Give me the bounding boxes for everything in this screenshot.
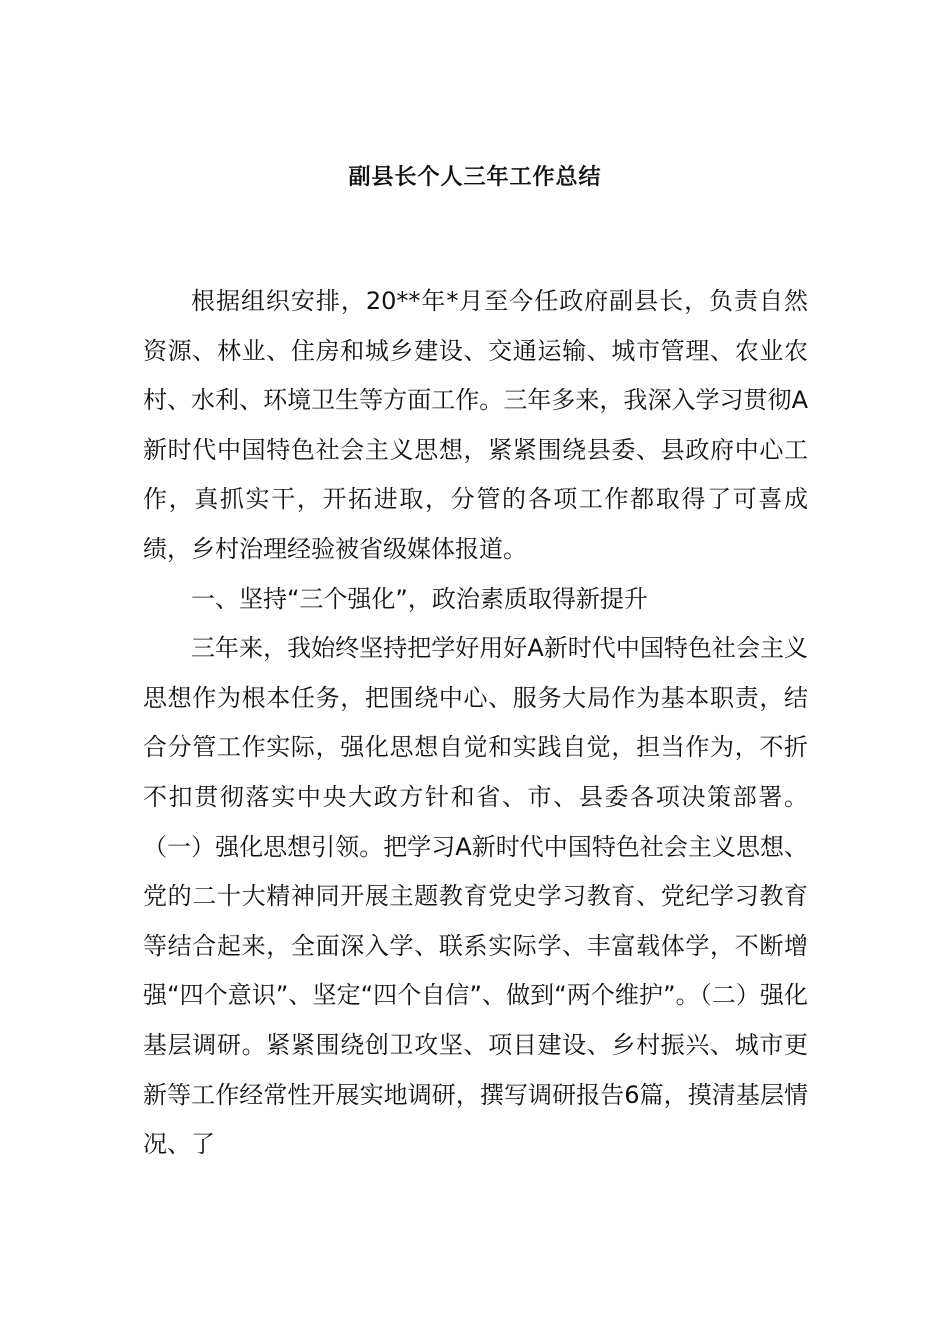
document-body [143,277,808,1170]
document-title: 副县长个人三年工作总结 [348,165,602,190]
paragraph-intro: 根据组织安排，20**年*月至今任政府副县长，负责自然资源、林业、住房和城乡建设、交通运输、城市管理、农业农村、水利、环境卫生等方面工作。三年多来，我深入学习贯彻A新时代中国特色社会主义思想，紧紧围绕县委、县政府中心工作，真抓实干，开拓进取，分管的各项工作都取得了可喜成绩，乡村治理经验被省级媒体报道。 [143,287,808,563]
paragraph-section-1: 三年来，我始终坚持把学好用好A新时代中国特色社会主义思想作为根本任务，把围绕中心、服务大局作为基本职责，结合分管工作实际，强化思想自觉和实践自觉，担当作为，不折不扣贯彻落实中央大政方针和省、市、县委各项决策部署。（一）强化思想引领。把学习A新时代中国特色社会主义思想、党的二十大精神同开展主题教育党史学习教育、党纪学习教育等结合起来，全面深入学、联系实际学、丰富载体学，不断增强“四个意识”、坚定“四个自信”、做到“两个维护”。（二）强化基层调研。紧紧围绕创卫攻坚、项目建设、乡村振兴、城市更新等工作经常性开展实地调研，撰写调研报告6篇，摸清基层情况、了 [143,634,808,1159]
section-heading-1: 一、坚持“三个强化”，政治素质取得新提升 [191,584,648,613]
